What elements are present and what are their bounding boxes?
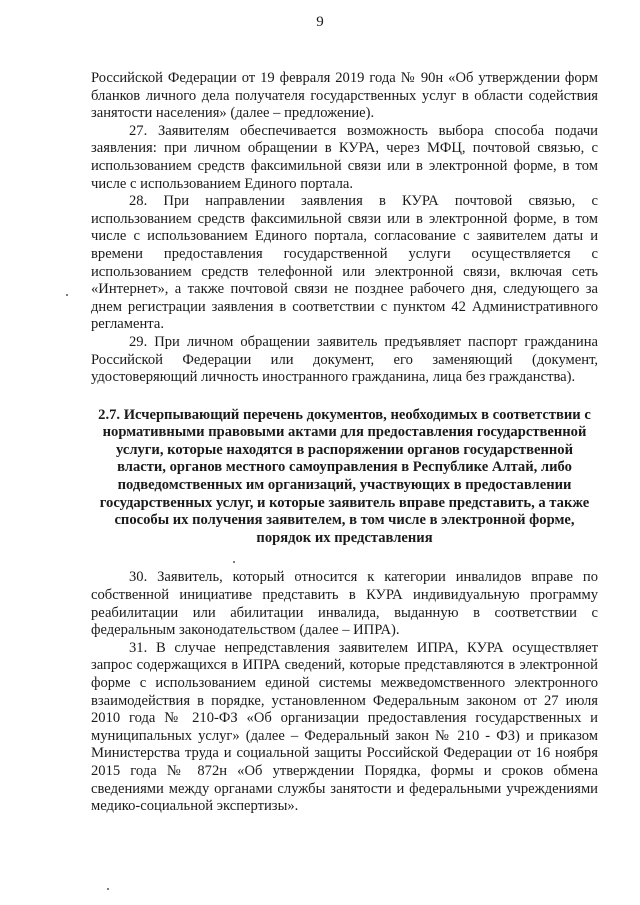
paragraph-30: 30. Заявитель, который относится к категории инвалидов вправе по собственной инициативе представить в КУРА индивидуальную программу реабилитации или абилитации инвалида, выданную в соответствии с федеральным законодательством (далее – ИПРА). (91, 569, 598, 639)
paragraph-28: 28. При направлении заявления в КУРА почтовой связью, с использованием средств факсимильной связи или в электронной форме, в том числе с использованием Единого портала, согласование с заявителем даты и времени предоставления государственной услуги осуществляется с использованием средств телефонной или электронной связи, включая сеть «Интернет», а также почтовой связи не позднее рабочего дня, следующего за днем регистрации заявления в соответствии с пунктом 42 Административного регламента. (91, 193, 598, 333)
page-number: 9 (316, 14, 324, 30)
section-heading-2-7: 2.7. Исчерпывающий перечень документов, необходимых в соответствии с нормативными правовыми актами для предоставления государственной услуги, которые находятся в распоряжении органов государственной власти, органов местного самоуправления в Республике Алтай, либо подведомственных им организаций, участвующих в предоставлении государственных услуг, и которые заявитель вправе представить, а также способы их получения заявителем, в том числе в электронной форме, порядок их представления (98, 406, 591, 546)
paragraph-29: 29. При личном обращении заявитель предъявляет паспорт гражданина Российской Федерации или документ, его заменяющий (документ, удостоверяющий личность иностранного гражданина, лица без гражданства). (91, 333, 598, 386)
scan-speck (66, 294, 68, 296)
document-body (91, 70, 598, 816)
scan-speck (233, 561, 235, 563)
paragraph-27: 27. Заявителям обеспечивается возможность выбора способа подачи заявления: при личном обращении в КУРА, через МФЦ, почтовой связью, с использованием средств факсимильной связи или в электронной форме, в том числе с использованием Единого портала. (91, 122, 598, 192)
paragraph-continuation: Российской Федерации от 19 февраля 2019 года № 90н «Об утверждении форм бланков личного дела получателя государственных услуг в области содействия занятости населения» (далее – предложение). (91, 70, 598, 122)
scan-speck (107, 888, 109, 890)
paragraph-31: 31. В случае непредставления заявителем ИПРА, КУРА осуществляет запрос содержащихся в ИПРА сведений, которые представляются в электронной форме с использованием единой системы межведомственного электронного взаимодействия в порядке, установленном Федеральным законом от 27 июля 2010 года № 210-ФЗ «Об организации предоставления государственных и муниципальных услуг» (далее – Федеральный закон № 210 - ФЗ) и приказом Министерства труда и социальной защиты Российской Федерации от 16 ноября 2015 года № 872н «Об утверждении Порядка, формы и сроков обмена сведениями между органами службы занятости и федеральными учреждениями медико-социальной экспертизы». (91, 639, 598, 815)
